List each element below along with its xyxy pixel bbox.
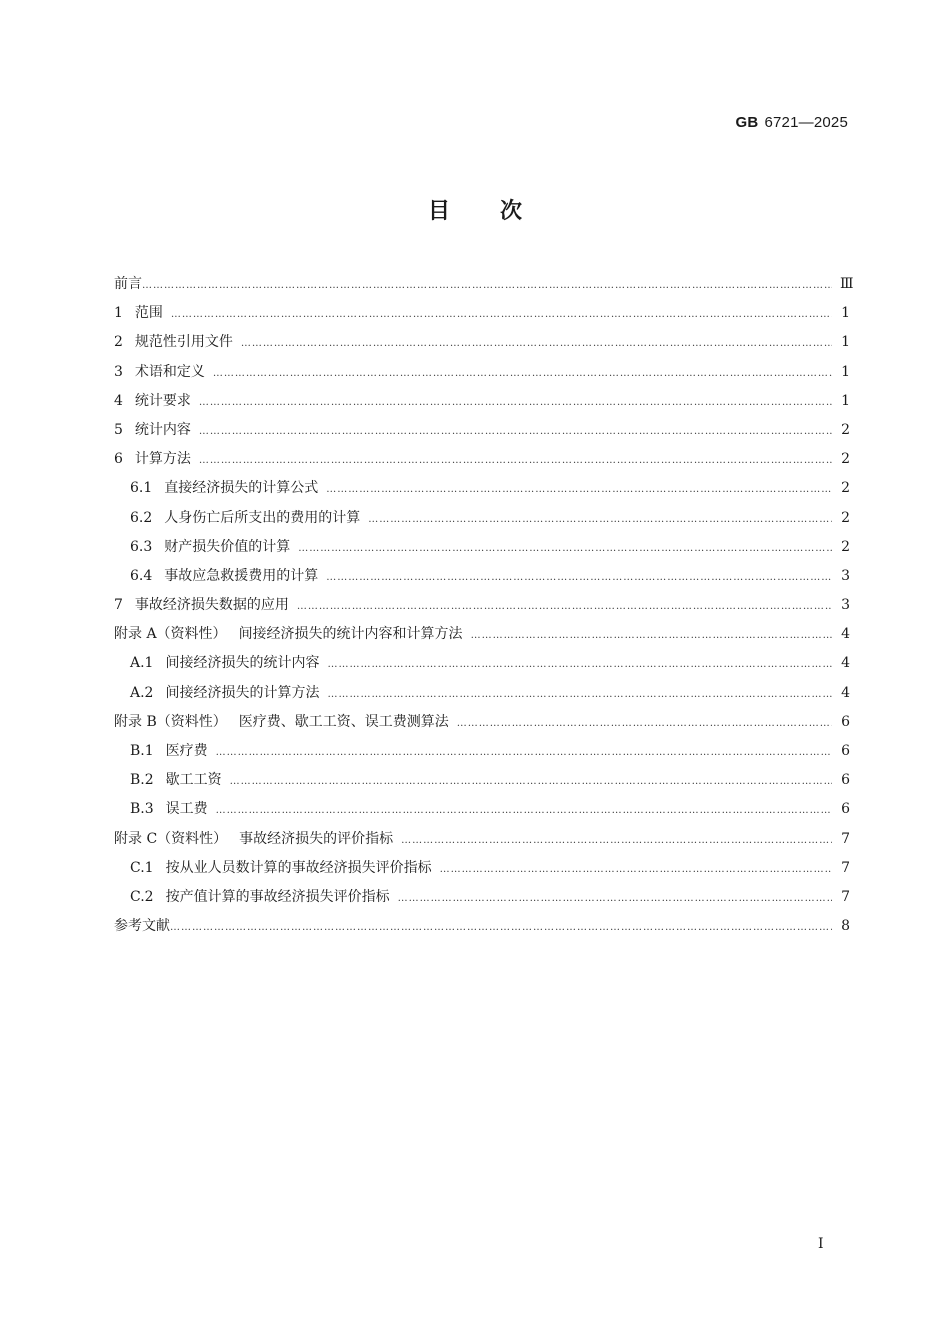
toc-entry-number: 4 [114,392,123,409]
toc-entry-label: 医疗费、歇工工资、误工费测算法 [238,713,449,730]
toc-entry-label: 间接经济损失的统计内容和计算方法 [238,626,463,643]
toc-entry[interactable] [114,504,850,533]
toc-leader-dots [199,417,832,446]
toc-entry-page: 4 [841,684,850,701]
toc-leader-dots [327,650,832,679]
toc-entry-number: A.1 [130,655,154,672]
toc-entry[interactable] [114,328,850,357]
toc-entry-page: 6 [841,743,850,759]
toc-leader-dots [368,505,832,534]
toc-leader-dots [230,767,832,796]
toc-entry-label: 医疗费 [165,743,208,759]
toc-entry[interactable] [114,649,850,678]
toc-entry-page: 4 [841,626,850,643]
toc-entry-page: 7 [841,859,850,876]
toc-entry-number: 3 [114,363,123,380]
toc-entry-page: 6 [841,713,850,730]
toc-leader-dots [326,475,832,504]
toc-entry-label: 按从业人员数计算的事故经济损失评价指标 [165,859,432,876]
toc-entry-page: 2 [841,538,850,555]
toc-entry[interactable] [114,679,850,708]
toc-entry[interactable] [114,445,850,474]
toc-entry-page: 1 [841,334,850,351]
toc-entry-label: 间接经济损失的计算方法 [165,684,320,701]
toc-leader-dots [401,826,832,855]
toc-entry-page: 6 [841,772,850,789]
toc-entry-page: 4 [841,655,850,672]
toc-entry-number: B.1 [130,743,154,759]
toc-entry-page: Ⅲ [840,276,854,292]
toc-entry-label: 统计内容 [134,421,191,438]
toc-entry-label: 事故经济损失数据的应用 [134,597,289,614]
toc-leader-dots [398,884,832,913]
toc-entry-page: 6 [841,801,850,818]
toc-entry[interactable] [114,270,854,299]
toc-entry-page: 2 [841,480,850,497]
toc-leader-dots [199,388,832,417]
toc-entry-page: 7 [841,830,850,847]
toc-leader-dots [213,359,832,388]
toc-entry-number: 附录 A（资料性） [114,626,227,643]
toc-entry-page: 2 [841,451,850,468]
toc-entry-page: 1 [841,363,850,380]
toc-entry[interactable] [114,766,850,795]
toc-entry-number: 6.4 [130,567,153,584]
toc-entry-number: 7 [114,597,123,614]
toc-entry[interactable] [114,883,850,912]
toc-entry[interactable] [114,358,850,387]
toc-entry-label: 直接经济损失的计算公式 [164,480,319,497]
toc-entry-label: 范围 [134,305,163,322]
toc-leader-dots [241,329,832,358]
toc-entry-label: 误工费 [165,801,208,818]
toc-entry-label: 事故应急救援费用的计算 [164,567,319,584]
toc-entry-label: 术语和定义 [134,363,205,380]
toc-leader-dots [170,913,832,942]
toc-leader-dots [199,446,832,475]
standard-number: 6721—2025 [764,114,848,131]
table-of-contents [114,270,854,941]
toc-entry[interactable] [114,737,850,766]
toc-leader-dots [297,592,832,621]
toc-entry[interactable] [114,620,850,649]
toc-entry-number: B.2 [130,772,154,789]
toc-entry-label: 前言 [114,276,142,292]
toc-entry-label: 间接经济损失的统计内容 [165,655,320,672]
page-number: Ⅰ [818,1236,824,1252]
toc-entry-page: 7 [841,888,850,905]
toc-entry-label: 计算方法 [134,451,191,468]
page-title: 目次 [427,199,572,224]
toc-entry[interactable] [114,474,850,503]
toc-entry-label: 财产损失价值的计算 [164,538,291,555]
toc-leader-dots [471,621,832,650]
toc-entry-number: A.2 [130,684,154,701]
toc-entry-label: 歇工工资 [165,772,222,789]
toc-entry[interactable] [114,591,850,620]
toc-entry[interactable] [114,562,850,591]
toc-entry[interactable] [114,708,850,737]
toc-leader-dots [326,563,832,592]
standard-code [736,114,848,131]
toc-entry-page: 3 [841,567,850,584]
toc-entry[interactable] [114,825,850,854]
toc-entry-page: 2 [841,421,850,438]
toc-entry[interactable] [114,854,850,883]
toc-entry-number: 1 [114,305,123,322]
toc-leader-dots [440,855,832,884]
toc-entry-number: 附录 B（资料性） [114,713,227,730]
standard-prefix: GB [735,114,759,131]
toc-entry-number: 6 [114,451,123,468]
toc-leader-dots [171,300,832,329]
toc-entry[interactable] [114,387,850,416]
toc-leader-dots [298,534,832,563]
toc-leader-dots [216,796,832,825]
toc-entry-label: 人身伤亡后所支出的费用的计算 [164,509,361,526]
toc-entry[interactable] [114,795,850,824]
toc-entry[interactable] [114,416,850,445]
toc-entry-label: 按产值计算的事故经济损失评价指标 [165,888,390,905]
toc-entry-page: 3 [841,597,850,614]
toc-entry-label: 统计要求 [134,392,191,409]
toc-entry-number: 6.1 [130,480,153,497]
toc-entry-number: B.3 [130,801,154,818]
toc-leader-dots [216,738,832,767]
toc-entry-number: 附录 C（资料性） [114,830,228,847]
toc-entry-number: 5 [114,421,123,438]
toc-entry-label: 规范性引用文件 [134,334,233,351]
toc-entry-page: 1 [841,305,850,322]
toc-entry-number: 2 [114,334,123,351]
toc-leader-dots [457,709,832,738]
toc-leader-dots [142,271,832,300]
toc-entry[interactable] [114,533,850,562]
toc-entry-number: 6.3 [130,538,153,555]
toc-leader-dots [327,680,832,709]
toc-entry-number: C.2 [130,888,154,905]
toc-entry-number: 6.2 [130,509,153,526]
toc-entry-page: 8 [841,918,850,935]
toc-entry-number: C.1 [130,859,154,876]
toc-entry-label: 参考文献 [114,918,170,935]
toc-entry-page: 2 [841,509,850,526]
toc-entry[interactable] [114,299,850,328]
toc-entry-label: 事故经济损失的评价指标 [239,830,394,847]
toc-entry-page: 1 [841,392,850,409]
toc-entry[interactable] [114,912,850,941]
